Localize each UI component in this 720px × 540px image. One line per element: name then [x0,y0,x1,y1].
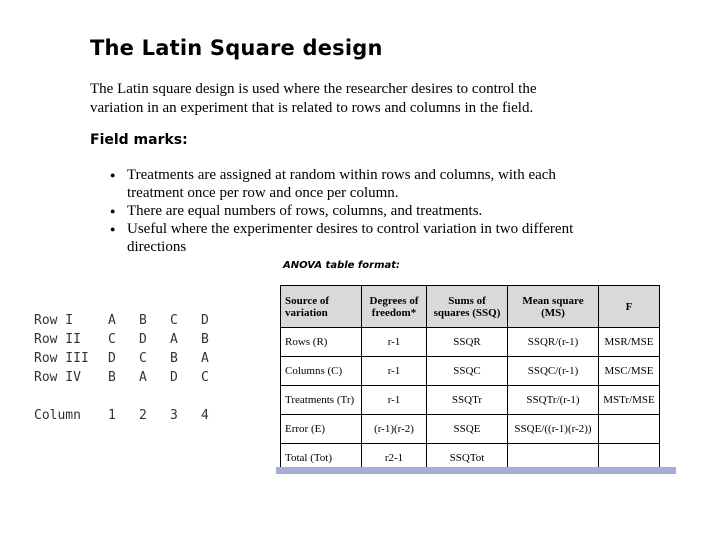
ms-cell: SSQE/((r-1)(r-2)) [508,415,599,444]
treatment-cell: A [201,351,209,366]
treatment-cell: A [170,332,178,347]
treatment-cell: A [108,313,116,328]
latin-row [34,368,232,387]
latin-square-layout [34,311,232,425]
row-label: Row II [34,332,81,347]
treatment-cell: C [170,313,178,328]
column-number: 1 [108,408,116,423]
treatment-cell: C [201,370,209,385]
ssq-cell: SSQTot [427,444,508,473]
treatment-cell: D [170,370,178,385]
anova-row-error [281,415,660,444]
ssq-cell: SSQTr [427,386,508,415]
field-marks-heading: Field marks: [90,132,188,148]
ssq-cell: SSQC [427,357,508,386]
treatment-cell: B [170,351,178,366]
df-cell: r-1 [362,357,427,386]
header-df: Degrees of freedom* [362,286,427,328]
bullet-item: ● There are equal numbers of rows, columns, and treatments. [108,202,578,220]
ssq-cell: SSQE [427,415,508,444]
row-label: Row III [34,351,89,366]
decorative-underline-bar [276,467,676,474]
intro-paragraph: The Latin square design is used where the researcher desires to control the variation in an experiment that is related to rows and columns in the field. [90,81,537,116]
treatment-cell: A [139,370,147,385]
source-cell: Total (Tot) [281,444,362,473]
header-source: Source of variation [281,286,362,328]
f-cell: MSTr/MSE [599,386,660,415]
ms-cell: SSQC/(r-1) [508,357,599,386]
ms-cell: SSQR/(r-1) [508,328,599,357]
treatment-cell: D [201,313,209,328]
anova-heading: ANOVA table format: [283,260,401,271]
treatment-cell: C [108,332,116,347]
field-marks-list [108,166,578,256]
header-f: F [599,286,660,328]
source-cell: Columns (C) [281,357,362,386]
column-number: 3 [170,408,178,423]
treatment-cell: D [108,351,116,366]
anova-table [280,285,660,473]
anova-row-rows [281,328,660,357]
df-cell: (r-1)(r-2) [362,415,427,444]
latin-row [34,330,232,349]
slide-title: The Latin Square design [90,36,383,60]
treatment-cell: B [139,313,147,328]
bullet-item: ● Treatments are assigned at random within rows and columns, with each treatment once per row and once per column. [108,166,578,202]
source-cell: Rows (R) [281,328,362,357]
ssq-cell: SSQR [427,328,508,357]
latin-row [34,311,232,330]
source-cell: Error (E) [281,415,362,444]
df-cell: r2-1 [362,444,427,473]
header-ssq: Sums of squares (SSQ) [427,286,508,328]
anova-row-treatments [281,386,660,415]
bullet-item: ● Useful where the experimenter desires to control variation in two different directions [108,220,578,256]
f-cell: MSR/MSE [599,328,660,357]
treatment-cell: D [139,332,147,347]
row-label: Row I [34,313,74,328]
f-cell: MSC/MSE [599,357,660,386]
column-number-row [34,406,232,425]
df-cell: r-1 [362,328,427,357]
treatment-cell: B [201,332,209,347]
column-number: 4 [201,408,209,423]
source-cell: Treatments (Tr) [281,386,362,415]
ms-cell: SSQTr/(r-1) [508,386,599,415]
column-number: 2 [139,408,147,423]
header-ms: Mean square (MS) [508,286,599,328]
column-label: Column [34,408,81,423]
anova-header-row [281,286,660,328]
treatment-cell: B [108,370,116,385]
treatment-cell: C [139,351,147,366]
latin-row [34,349,232,368]
anova-row-columns [281,357,660,386]
row-label: Row IV [34,370,81,385]
df-cell: r-1 [362,386,427,415]
f-cell [599,415,660,444]
latin-spacer-row [34,387,232,406]
